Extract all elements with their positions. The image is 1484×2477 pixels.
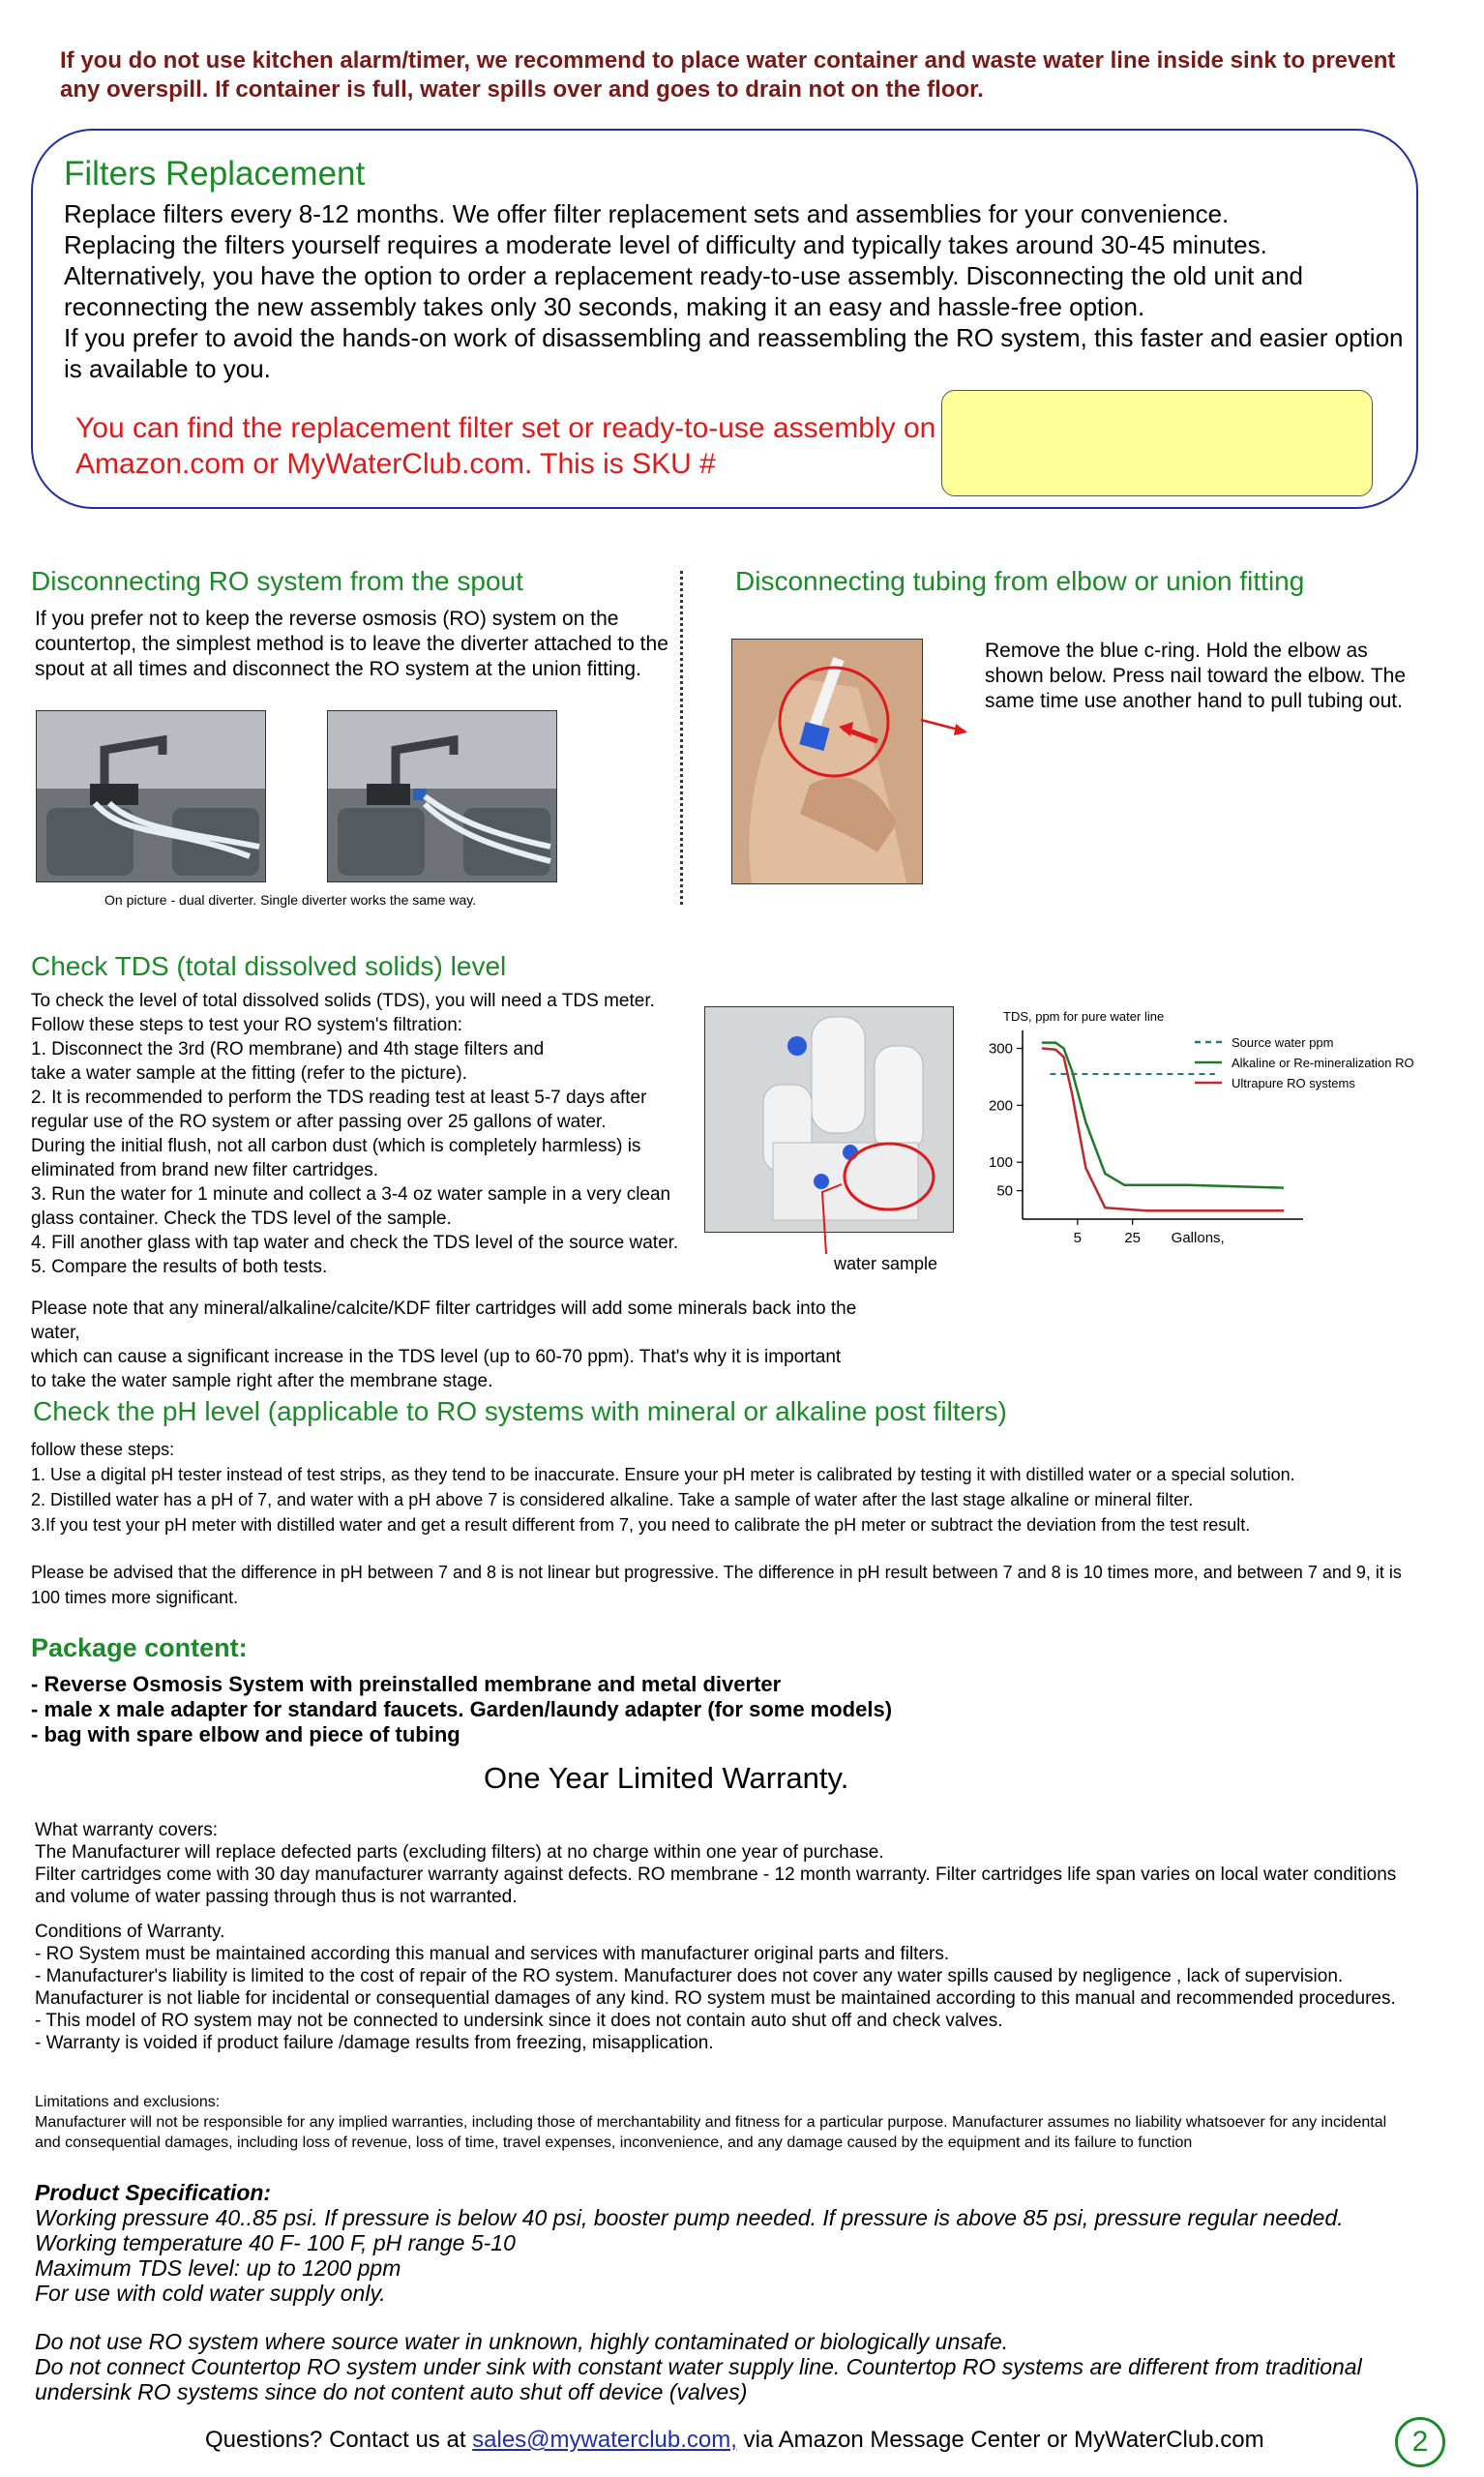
package-title: Package content:	[31, 1633, 248, 1662]
limitations-text: Manufacturer will not be responsible for any implied warranties, including those of merchantability and fitness for a particular purpose. Manufacturer assumes no liability whatsoever for any incidental and consequential damages, including loss of revenue, loss of time, travel expenses, inconvenience, and any damage caused by the equipment and its failure to function	[35, 2114, 1387, 2151]
sink-photo-right	[327, 710, 557, 882]
spec-line: Maximum TDS level: up to 1200 ppm	[35, 2255, 401, 2281]
water-sample-pointer	[813, 1182, 851, 1260]
section-divider	[680, 571, 683, 905]
warranty-covers	[35, 1819, 1409, 1908]
elbow-photo-image	[732, 640, 922, 883]
warranty-limitations	[35, 2092, 1389, 2153]
spec-line: Working temperature 40 F- 100 F, pH range 5-10	[35, 2230, 516, 2255]
limitations-title: Limitations and exclusions:	[35, 2094, 221, 2110]
tds-step-line: 4. Fill another glass with tap water and check the TDS level of the source water.	[31, 1233, 679, 1253]
tds-note-line: to take the water sample right after the membrane stage.	[31, 1371, 493, 1391]
tds-steps	[31, 989, 708, 1279]
sku-field	[941, 390, 1373, 496]
page-number: 2	[1395, 2417, 1445, 2467]
elbow-section-text: Remove the blue c-ring. Hold the elbow as shown below. Press nail toward the elbow. The same time use another hand to pull tubing out.	[985, 640, 1407, 712]
spec-title: Product Specification:	[35, 2180, 272, 2205]
warranty-condition: - Manufacturer's liability is limited to the cost of repair of the RO system. Manufacturer does not cover any water spills caused by negligence , lack of supervision. Manufacturer is not liable for incidental or consequential damages of any kind. RO system must be maintained according to this manual and recommended procedures.	[35, 1966, 1396, 2009]
warranty-conditions	[35, 1921, 1409, 2054]
package-item: - Reverse Osmosis System with preinstalled membrane and metal diverter	[31, 1672, 782, 1696]
contact-suffix: via Amazon Message Center or MyWaterClub.com	[736, 2427, 1264, 2453]
tds-step-line: 1. Disconnect the 3rd (RO membrane) and 4th stage filters and	[31, 1039, 545, 1059]
y-tick-label: 100	[988, 1154, 1013, 1172]
replacement-sku-note: You can find the replacement filter set or ready-to-use assembly on Amazon.com or MyWaterClub.com. This is SKU #	[75, 412, 936, 480]
ph-step-line: 2. Distilled water has a pH of 7, and water with a pH above 7 is considered alkaline. Take a sample of water after the last stage alkaline or mineral filter.	[31, 1490, 1194, 1509]
tds-step-line: Follow these steps to test your RO system's filtration:	[31, 1015, 463, 1035]
y-tick-label: 200	[988, 1097, 1013, 1115]
elbow-section-title: Disconnecting tubing from elbow or union fitting	[735, 566, 1305, 596]
package-item: - bag with spare elbow and piece of tubing	[31, 1722, 460, 1746]
tds-section-title: Check TDS (total dissolved solids) level	[31, 951, 507, 981]
warranty-covers-line: The Manufacturer will replace defected parts (excluding filters) at no charge within one year of purchase.	[35, 1842, 884, 1863]
sink-photo-right-image	[328, 711, 556, 881]
contact-email-link[interactable]: sales@mywaterclub.com,	[472, 2427, 737, 2453]
spec-line: Working pressure 40..85 psi. If pressure is below 40 psi, booster pump needed. If pressure is above 85 psi, pressure regular needed.	[35, 2205, 1344, 2230]
contact-line	[205, 2427, 1264, 2454]
tds-note-line: which can cause a significant increase in the TDS level (up to 60-70 ppm). That's why it is important	[31, 1347, 842, 1367]
tds-step-line: take a water sample at the fitting (refer to the picture).	[31, 1063, 467, 1084]
filters-replacement-text	[64, 198, 1418, 384]
spout-section-text: If you prefer not to keep the reverse osmosis (RO) system on the countertop, the simplest method is to leave the diverter attached to the spout at all times and disconnect the RO system at the union fitting.	[35, 608, 668, 680]
tds-step-line: 5. Compare the results of both tests.	[31, 1257, 328, 1277]
product-specification	[35, 2180, 1447, 2404]
water-sample-label: water sample	[834, 1254, 938, 1273]
y-tick-label: 50	[996, 1182, 1013, 1200]
ph-step-line: 1. Use a digital pH tester instead of test strips, as they tend to be inaccurate. Ensure your pH meter is calibrated by testing it with distilled water or a special solution.	[31, 1465, 1295, 1484]
x-axis-label: Gallons,	[1171, 1230, 1225, 1246]
warranty-title: One Year Limited Warranty.	[484, 1761, 849, 1795]
warranty-condition: - RO System must be maintained according this manual and services with manufacturer original parts and filters.	[35, 1944, 950, 1964]
filters-paragraph: Replacing the filters yourself requires a moderate level of difficulty and typically takes around 30-45 minutes.	[64, 230, 1267, 259]
spec-line: For use with cold water supply only.	[35, 2281, 386, 2306]
package-item: - male x male adapter for standard faucets. Garden/laundy adapter (for some models)	[31, 1697, 893, 1721]
package-list	[31, 1672, 1192, 1747]
ph-section-title: Check the pH level (applicable to RO systems with mineral or alkaline post filters)	[33, 1396, 1007, 1426]
legend-label: Source water ppm	[1232, 1035, 1334, 1050]
legend-label: Ultrapure RO systems	[1232, 1076, 1355, 1090]
warranty-condition: - Warranty is voided if product failure /damage results from freezing, misapplication.	[35, 2033, 714, 2053]
tds-note-line: Please note that any mineral/alkaline/calcite/KDF filter cartridges will add some minerals back into the water,	[31, 1298, 857, 1343]
filters-replacement-title: Filters Replacement	[64, 155, 366, 193]
x-tick-label: 25	[1124, 1230, 1142, 1246]
tds-step-line: To check the level of total dissolved solids (TDS), you will need a TDS meter.	[31, 991, 655, 1011]
ph-step-line: 3.If you test your pH meter with distilled water and get a result different from 7, you need to calibrate the pH meter or subtract the deviation from the test result.	[31, 1515, 1251, 1535]
y-tick-label: 300	[988, 1040, 1013, 1058]
contact-prefix: Questions? Contact us at	[205, 2427, 473, 2453]
ph-steps	[31, 1437, 1443, 1537]
spec-warning: Do not use RO system where source water in unknown, highly contaminated or biologically unsafe.	[35, 2329, 1009, 2354]
ph-note: Please be advised that the difference in pH between 7 and 8 is not linear but progressive. The difference in pH result between 7 and 8 is 10 times more, and between 7 and 9, it is 100 times more significant.	[31, 1563, 1402, 1607]
filters-paragraph: If you prefer to avoid the hands-on work of disassembling and reassembling the RO system, this faster and easier option is available to you.	[64, 323, 1404, 383]
elbow-photo	[731, 639, 923, 884]
chart-title: TDS, ppm for pure water line	[1003, 1009, 1165, 1024]
overspill-warning: If you do not use kitchen alarm/timer, we recommend to place water container and waste water line inside sink to prevent any overspill. If container is full, water spills over and goes to drain not on the floor.	[60, 47, 1396, 103]
diverter-caption: On picture - dual diverter. Single diverter works the same way.	[104, 892, 477, 908]
spout-section-title: Disconnecting RO system from the spout	[31, 566, 523, 596]
ph-step-line: follow these steps:	[31, 1440, 175, 1459]
pull-arrow-icon	[919, 714, 977, 743]
tds-step-line: During the initial flush, not all carbon dust (which is completely harmless) is	[31, 1136, 641, 1156]
tds-step-line: 2. It is recommended to perform the TDS reading test at least 5-7 days after	[31, 1088, 647, 1108]
x-tick-label: 5	[1073, 1230, 1083, 1246]
legend-label: Alkaline or Re-mineralization RO	[1232, 1056, 1414, 1070]
tds-step-line: regular use of the RO system or after passing over 25 gallons of water.	[31, 1112, 607, 1132]
tds-step-line: glass container. Check the TDS level of the sample.	[31, 1209, 452, 1229]
warranty-covers-line: Filter cartridges come with 30 day manufacturer warranty against defects. RO membrane - 12 month warranty. Filter cartridges life span varies on local water conditions and volume of water passing through thus is not warranted.	[35, 1865, 1397, 1907]
warranty-conditions-title: Conditions of Warranty.	[35, 1922, 225, 1942]
tds-step-line: 3. Run the water for 1 minute and collect a 3-4 oz water sample in a very clean	[31, 1184, 671, 1205]
spec-warning: Do not connect Countertop RO system under sink with constant water supply line. Countertop RO systems are different from traditional undersink RO systems since do not content auto shut off device (valves)	[35, 2354, 1362, 2404]
tds-chart	[953, 1001, 1456, 1263]
tds-step-line: eliminated from brand new filter cartridges.	[31, 1160, 379, 1180]
tds-note	[31, 1297, 902, 1393]
sink-photo-left	[36, 710, 266, 882]
warranty-covers-title: What warranty covers:	[35, 1820, 218, 1840]
warranty-condition: - This model of RO system may not be connected to undersink since it does not contain auto shut off and check valves.	[35, 2011, 1003, 2031]
filters-paragraph: Alternatively, you have the option to order a replacement ready-to-use assembly. Disconnecting the old unit and reconnecting the new assembly takes only 30 seconds, making it an easy and hassle-free option.	[64, 261, 1303, 321]
sink-photo-left-image	[37, 711, 265, 881]
filters-paragraph: Replace filters every 8-12 months. We offer filter replacement sets and assemblies for your convenience.	[64, 199, 1230, 228]
